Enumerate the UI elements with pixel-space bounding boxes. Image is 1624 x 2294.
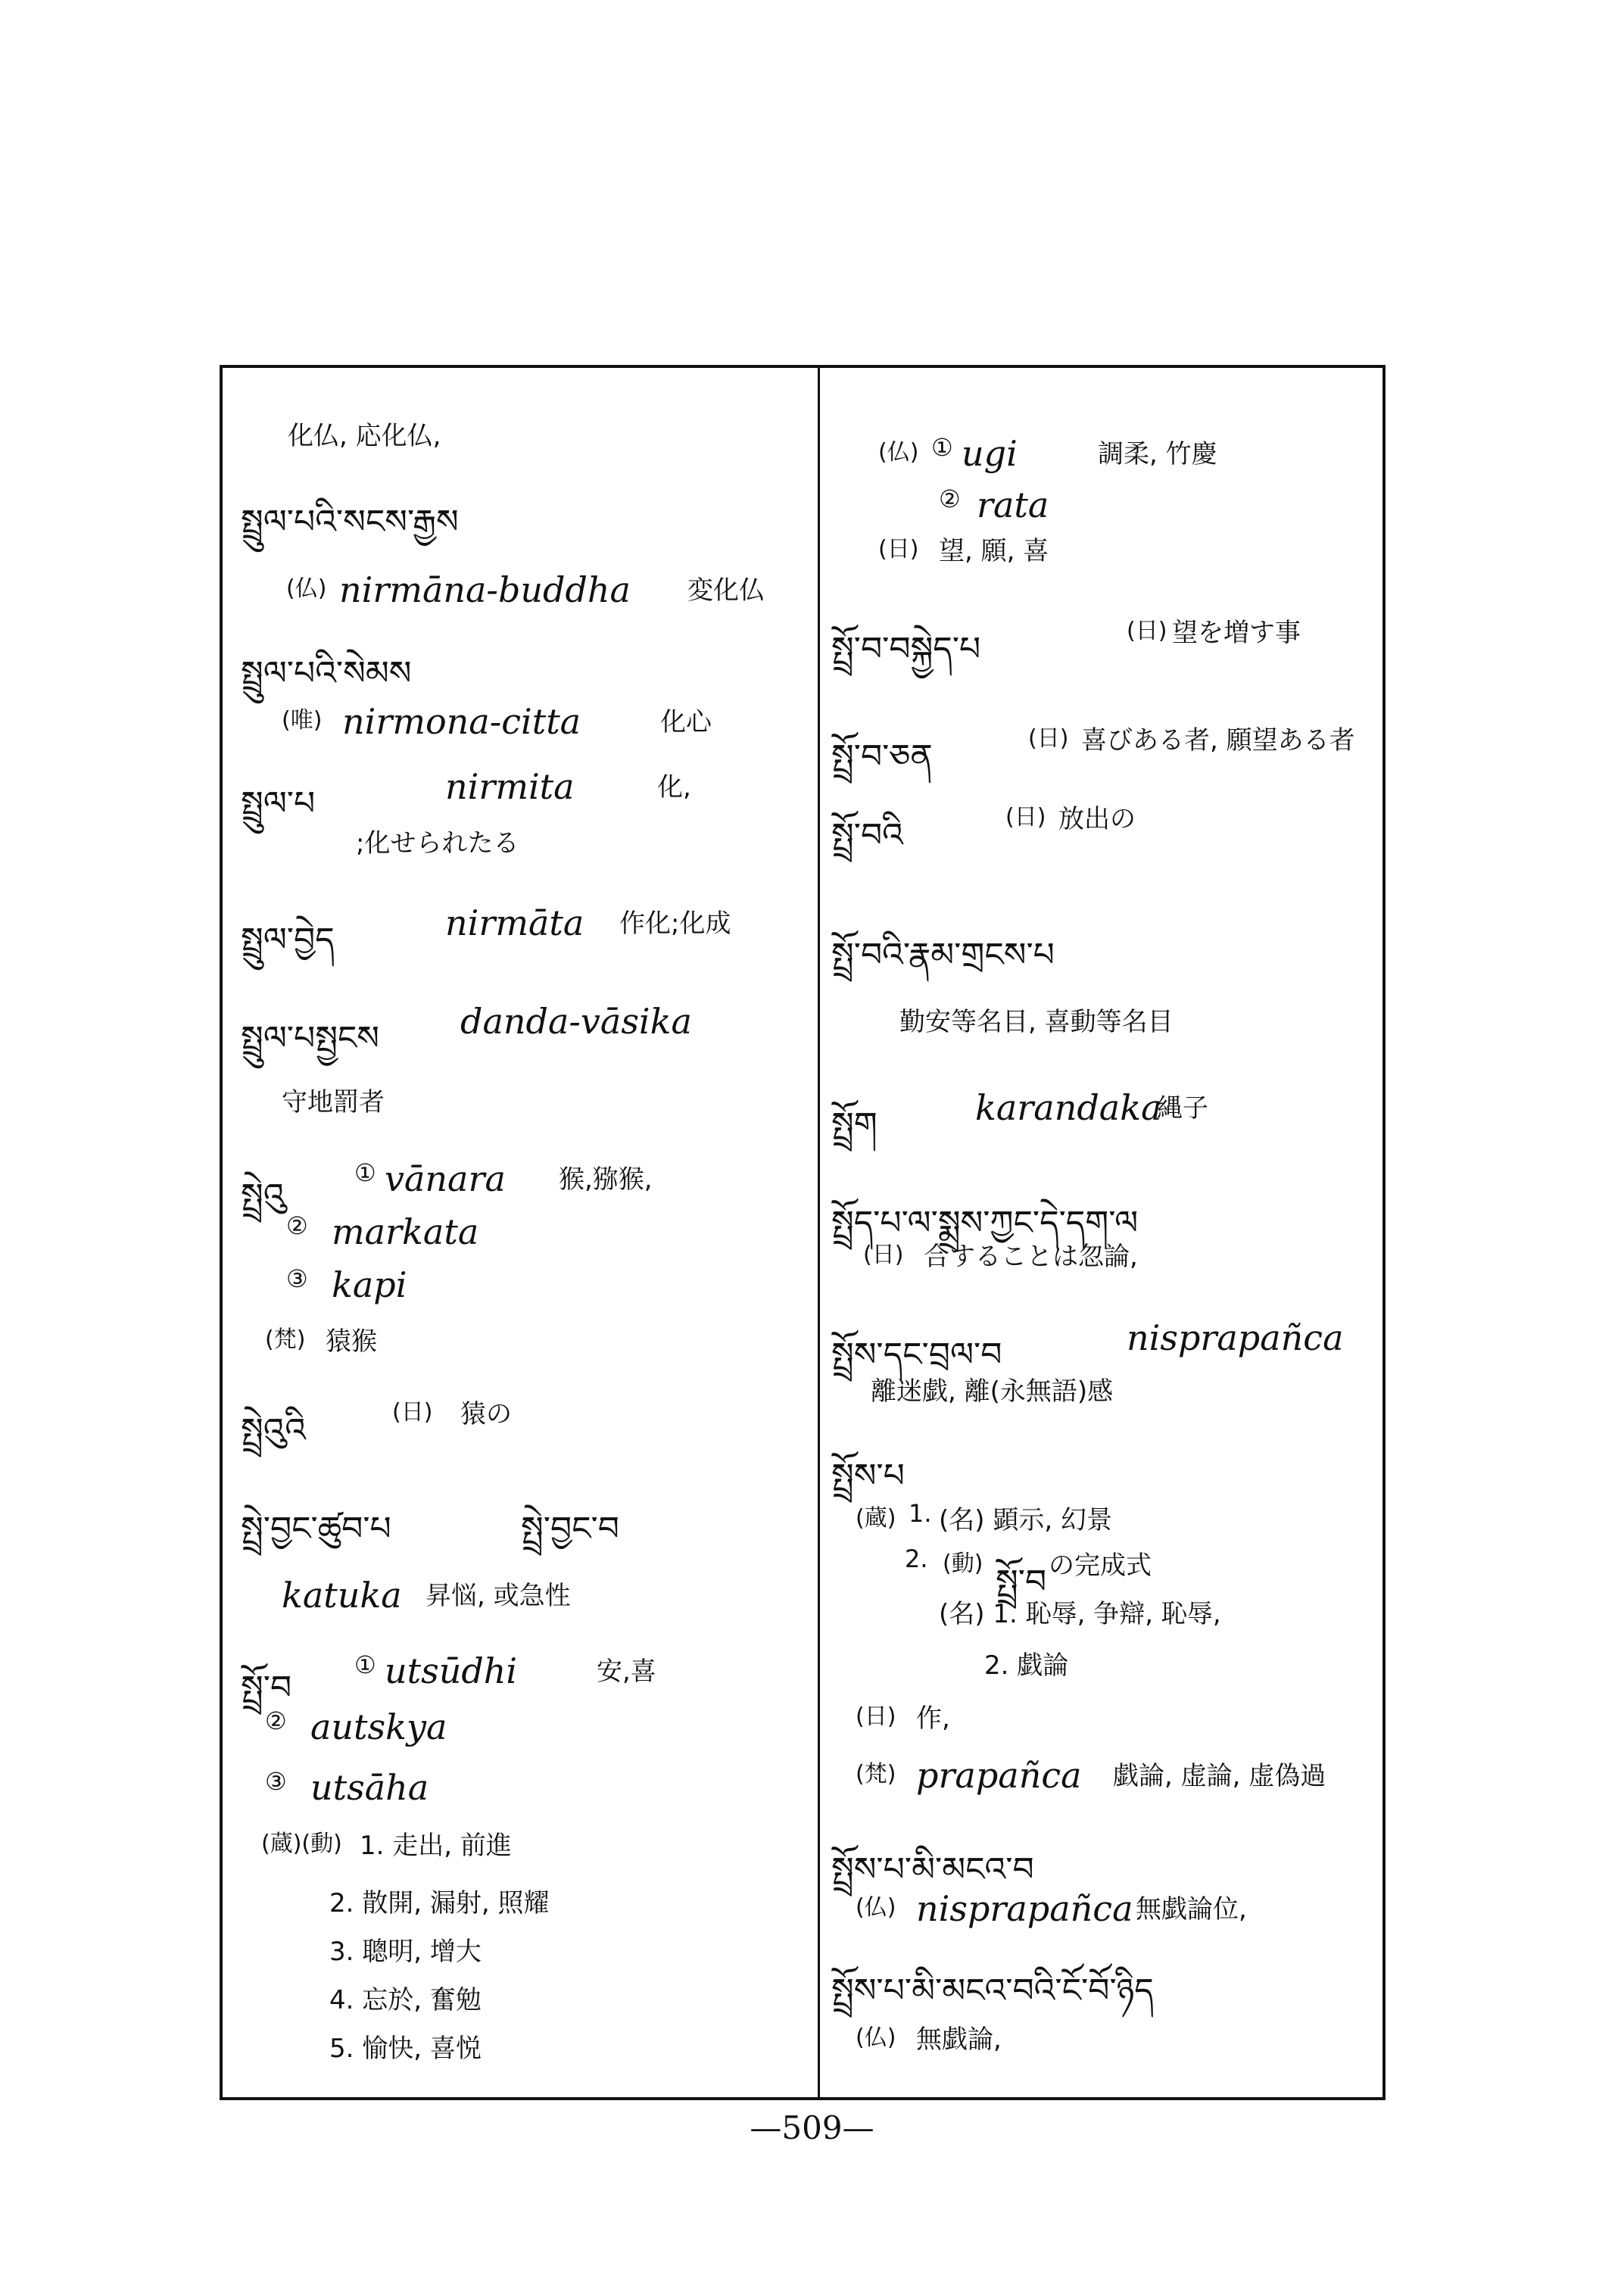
source-tag: (日) <box>856 1703 896 1730</box>
japanese-gloss: 望, 願, 喜 <box>939 536 1049 566</box>
japanese-gloss: 無戯論位, <box>1136 1894 1247 1925</box>
romanized-term: karandaka <box>975 1087 1162 1128</box>
source-tag: (日) <box>1005 804 1046 831</box>
japanese-gloss: 3. 聰明, 增大 <box>329 1937 482 1967</box>
japanese-gloss: 1. 走出, 前進 <box>360 1831 512 1861</box>
source-tag: (唯) <box>282 707 323 734</box>
tibetan-headword: སྤྲོ་བ་བསྐྱེད་པ <box>831 630 981 669</box>
japanese-gloss: 作化;化成 <box>619 909 731 939</box>
japanese-gloss: 離迷戯, 離(永無語)感 <box>871 1376 1114 1407</box>
romanized-term: prapañca <box>916 1755 1082 1796</box>
romanized-term: nirmāna-buddha <box>339 569 631 610</box>
tibetan-headword: སྤྲོས་དང་བྲལ་བ <box>831 1336 1002 1374</box>
tibetan-headword: སྤྲུལ་བྱེད <box>241 921 335 959</box>
sense-number: ② <box>286 1211 308 1240</box>
japanese-gloss: 縄子 <box>1157 1093 1208 1124</box>
japanese-gloss: 猿猴 <box>326 1326 377 1357</box>
sense-number: ② <box>265 1706 287 1735</box>
sense-number: ③ <box>265 1767 287 1796</box>
sense-number: ② <box>939 485 961 513</box>
romanized-term: nirmāta <box>445 902 584 943</box>
source-tag: (仏) <box>856 2024 896 2051</box>
tibetan-headword: སྤྲོག <box>831 1105 877 1144</box>
source-tag: (蔵) <box>856 1505 896 1532</box>
japanese-gloss: 化, <box>657 772 691 803</box>
japanese-gloss: 猴,猕猴, <box>559 1164 653 1195</box>
sense-number: 2. <box>905 1544 928 1573</box>
japanese-gloss: 2. 戯論 <box>984 1650 1069 1681</box>
romanized-term: nisprapañca <box>916 1888 1133 1929</box>
tibetan-headword: སྤྲེ་བྱང་བ <box>521 1510 619 1548</box>
tibetan-headword: སྤྲུལ་པ <box>241 784 316 823</box>
romanized-term: ugi <box>962 433 1018 474</box>
japanese-gloss: 放出の <box>1058 804 1136 834</box>
source-tag: (梵) <box>856 1761 896 1788</box>
romanized-term: autskya <box>310 1706 447 1747</box>
page-number: —509— <box>750 2109 874 2146</box>
source-tag: (蔵)(動) <box>261 1831 342 1857</box>
japanese-gloss: 2. 散開, 漏射, 照耀 <box>329 1888 550 1918</box>
japanese-gloss: 望を増す事 <box>1172 618 1301 648</box>
tibetan-headword: སྤྲོད་པ་ལ་སྨྲས་ཀྱང་དེ་དག་ལ <box>831 1204 1139 1242</box>
sense-number: ① <box>931 433 953 462</box>
sense-number: ③ <box>286 1264 308 1293</box>
tibetan-headword: སྤྲོ་བ <box>996 1563 1047 1601</box>
sense-number: 1. <box>909 1499 932 1528</box>
japanese-gloss: 喜びある者, 願望ある者 <box>1081 725 1355 756</box>
tibetan-headword: སྤྲོས་པ་མི་མངའ་བའི་ངོ་བོ་ཉིད <box>831 1971 1154 2010</box>
tibetan-headword: སྤྲུལ་པའི་སངས་རྒྱས <box>241 503 459 541</box>
japanese-gloss: 無戯論, <box>916 2024 1002 2055</box>
romanized-term: nirmona-citta <box>342 701 581 742</box>
source-tag: (梵) <box>265 1326 306 1353</box>
japanese-gloss: 4. 忘於, 奮勉 <box>329 1985 482 2015</box>
tibetan-headword: སྤྲེའུའི <box>241 1411 307 1450</box>
japanese-gloss: 猿の <box>460 1399 512 1429</box>
romanized-term: kapi <box>332 1264 407 1305</box>
source-tag: (日) <box>1127 618 1167 644</box>
source-tag: (日) <box>1028 725 1069 752</box>
japanese-gloss: 戯論, 虚論, 虚偽過 <box>1113 1761 1326 1791</box>
japanese-gloss: 昇悩, 或急性 <box>425 1581 571 1611</box>
tibetan-headword: སྤྲོ་བའི <box>831 816 903 855</box>
romanized-term: utsāha <box>310 1767 429 1808</box>
source-tag: (仏) <box>286 575 327 602</box>
tibetan-headword: སྤྲོས་པ <box>831 1457 905 1495</box>
source-tag: (日) <box>878 536 919 563</box>
romanized-term: vānara <box>385 1158 506 1199</box>
romanized-term: katuka <box>282 1575 402 1616</box>
source-tag: (動) <box>943 1551 983 1577</box>
romanized-term: nirmita <box>445 766 575 807</box>
romanized-term: markata <box>332 1211 479 1252</box>
romanized-term: rata <box>977 485 1049 525</box>
japanese-gloss: 変化仏 <box>687 575 765 606</box>
tibetan-headword: སྤྲུལ་པསྤྱངས <box>241 1019 379 1058</box>
japanese-gloss: 化心 <box>660 707 712 737</box>
tibetan-headword: སྤྲོ་བ <box>241 1669 292 1707</box>
source-tag: (日) <box>863 1242 904 1268</box>
japanese-gloss: 調柔, 竹慶 <box>1098 439 1217 469</box>
japanese-gloss: 合することは忽論, <box>924 1242 1138 1272</box>
source-tag: (仏) <box>856 1894 896 1921</box>
sense-number: ① <box>354 1158 376 1187</box>
source-tag: (仏) <box>878 439 919 466</box>
tibetan-headword: སྤྲེ་བྱང་ཚུབ་པ <box>241 1510 391 1548</box>
romanized-term: utsūdhi <box>385 1650 518 1691</box>
tibetan-headword: སྤྲོ་བ་ཅན <box>831 737 933 776</box>
romanized-term: danda-vāsika <box>460 1001 692 1042</box>
romanized-term: nisprapañca <box>1127 1317 1344 1358</box>
japanese-gloss: ;化せられたる <box>356 828 519 859</box>
japanese-gloss: 安,喜 <box>597 1657 656 1687</box>
japanese-gloss: 化仏, 応化仏, <box>288 421 441 451</box>
japanese-gloss: (名) 1. 恥辱, 争辯, 恥辱, <box>939 1599 1221 1629</box>
japanese-gloss: 作, <box>916 1703 950 1734</box>
japanese-gloss: 守地罰者 <box>282 1087 385 1117</box>
japanese-gloss: 5. 愉快, 喜悦 <box>329 2034 482 2064</box>
japanese-gloss: の完成式 <box>1049 1551 1152 1581</box>
source-tag: (日) <box>392 1399 433 1426</box>
tibetan-headword: སྤྲུལ་པའི་སེམས <box>241 654 412 693</box>
japanese-gloss: 勤安等名目, 喜動等名目 <box>899 1007 1174 1037</box>
tibetan-headword: སྤྲེའུ <box>241 1177 285 1215</box>
japanese-gloss: (名) 顕示, 幻景 <box>939 1505 1112 1535</box>
column-divider <box>818 368 820 2099</box>
tibetan-headword: སྤྲོ་བའི་རྣམ་གྲངས་པ <box>831 936 1055 974</box>
tibetan-headword: སྤྲོས་པ་མི་མངའ་བ <box>831 1850 1034 1889</box>
sense-number: ① <box>354 1650 376 1679</box>
